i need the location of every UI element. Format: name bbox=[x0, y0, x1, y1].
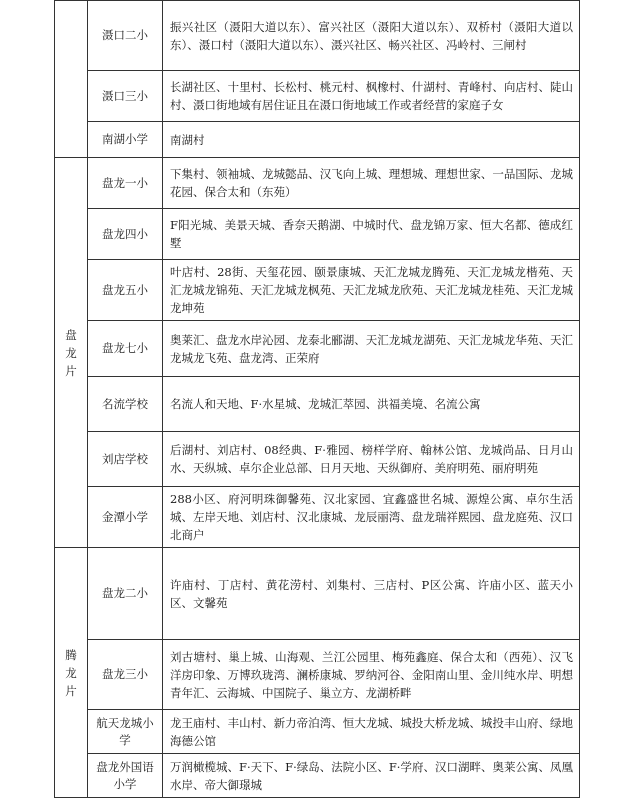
school-name: 盘龙四小 bbox=[88, 209, 163, 260]
school-name: 名流学校 bbox=[88, 377, 163, 432]
table-row bbox=[55, 710, 580, 754]
table-row bbox=[55, 122, 580, 158]
school-name: 滠口三小 bbox=[88, 71, 163, 122]
school-name: 南湖小学 bbox=[88, 122, 163, 158]
area-text: 叶店村、28街、天玺花园、颐景康城、天汇龙城龙腾苑、天汇龙城龙楷苑、天汇龙城龙锦苑、天汇龙城龙枫苑、天汇龙城龙欣苑、天汇龙城龙桂苑、天汇龙城龙坤苑 bbox=[163, 260, 580, 321]
area-text: 南湖村 bbox=[163, 122, 580, 158]
region-label-char: 龙 bbox=[65, 345, 77, 360]
area-text: 下集村、领袖城、龙城懿品、汉飞向上城、理想城、理想世家、一品国际、龙城花园、保合太和（东苑） bbox=[163, 158, 580, 209]
table-row bbox=[55, 321, 580, 377]
table-row bbox=[55, 640, 580, 710]
table-row bbox=[55, 548, 580, 640]
region-cell bbox=[55, 1, 88, 158]
area-text: 万润橄榄城、F·天下、F·绿岛、法院小区、F·学府、汉口湖畔、奥莱公寓、凤凰水岸、帝大御璟城 bbox=[163, 754, 580, 798]
school-name: 盘龙二小 bbox=[88, 548, 163, 640]
area-text: 奥莱汇、盘龙水岸沁园、龙泰北郦湖、天汇龙城龙湖苑、天汇龙城龙华苑、天汇龙城龙飞苑、盘龙湾、正荣府 bbox=[163, 321, 580, 377]
area-text: F阳光城、美景天城、香奈天鹅湖、中城时代、盘龙锦万家、恒大名都、德成红墅 bbox=[163, 209, 580, 260]
school-name: 盘龙五小 bbox=[88, 260, 163, 321]
school-name: 金潭小学 bbox=[88, 487, 163, 548]
school-name: 盘龙一小 bbox=[88, 158, 163, 209]
table-row bbox=[55, 1, 580, 71]
area-text: 龙王庙村、丰山村、新力帝泊湾、恒大龙城、城投大桥龙城、城投丰山府、绿地海德公馆 bbox=[163, 710, 580, 754]
area-text: 许庙村、丁店村、黄花涝村、刘集村、三店村、P区公寓、许庙小区、蓝天小区、文馨苑 bbox=[163, 548, 580, 640]
table-row bbox=[55, 377, 580, 432]
table-row bbox=[55, 754, 580, 798]
area-text: 名流人和天地、F·水星城、龙城汇萃园、洪福美境、名流公寓 bbox=[163, 377, 580, 432]
region-label-char: 盘 bbox=[65, 327, 77, 342]
table-row bbox=[55, 71, 580, 122]
area-text: 后湖村、刘店村、08经典、F·雅园、榜样学府、翰林公馆、龙城尚品、日月山水、天纵城、卓尔企业总部、日月天地、天纵御府、美府明苑、丽府明苑 bbox=[163, 432, 580, 487]
region-label-char: 片 bbox=[65, 363, 77, 378]
region-label-char: 片 bbox=[65, 683, 77, 698]
school-name: 刘店学校 bbox=[88, 432, 163, 487]
school-name: 盘龙三小 bbox=[88, 640, 163, 710]
school-name: 航天龙城小学 bbox=[88, 710, 163, 754]
area-text: 288小区、府河明珠御馨苑、汉北家园、宜鑫盛世名城、源煌公寓、卓尔生活城、左岸天地、刘店村、汉北康城、龙辰丽湾、盘龙瑞祥熙园、盘龙庭苑、汉口北商户 bbox=[163, 487, 580, 548]
table-row bbox=[55, 487, 580, 548]
region-label-char: 腾 bbox=[65, 647, 77, 662]
area-text: 振兴社区（滠阳大道以东）、富兴社区（滠阳大道以东）、双桥村（滠阳大道以东）、滠口村（滠阳大道以东）、滠兴社区、畅兴社区、冯岭村、三闸村 bbox=[163, 1, 580, 71]
school-name: 盘龙外国语小学 bbox=[88, 754, 163, 798]
region-label bbox=[55, 158, 88, 548]
region-label bbox=[55, 548, 88, 798]
school-district-table bbox=[54, 0, 580, 798]
table-row bbox=[55, 260, 580, 321]
table-row bbox=[55, 209, 580, 260]
school-name: 滠口二小 bbox=[88, 1, 163, 71]
table-row bbox=[55, 158, 580, 209]
region-label-char: 龙 bbox=[65, 665, 77, 680]
area-text: 长湖社区、十里村、长松村、桃元村、枫橡村、什湖村、青峰村、向店村、陡山村、滠口街地域有居住证且在滠口街地域工作或者经营的家庭子女 bbox=[163, 71, 580, 122]
school-name: 盘龙七小 bbox=[88, 321, 163, 377]
area-text: 刘古塘村、巢上城、山海观、兰江公园里、梅苑鑫庭、保合太和（西苑）、汉飞洋房印象、万博玖珑湾、澜桥康城、罗纳河谷、金阳南山里、金川纯水岸、明想青年汇、云海城、中国院子、巢立方、龙湖桥畔 bbox=[163, 640, 580, 710]
table-row bbox=[55, 432, 580, 487]
